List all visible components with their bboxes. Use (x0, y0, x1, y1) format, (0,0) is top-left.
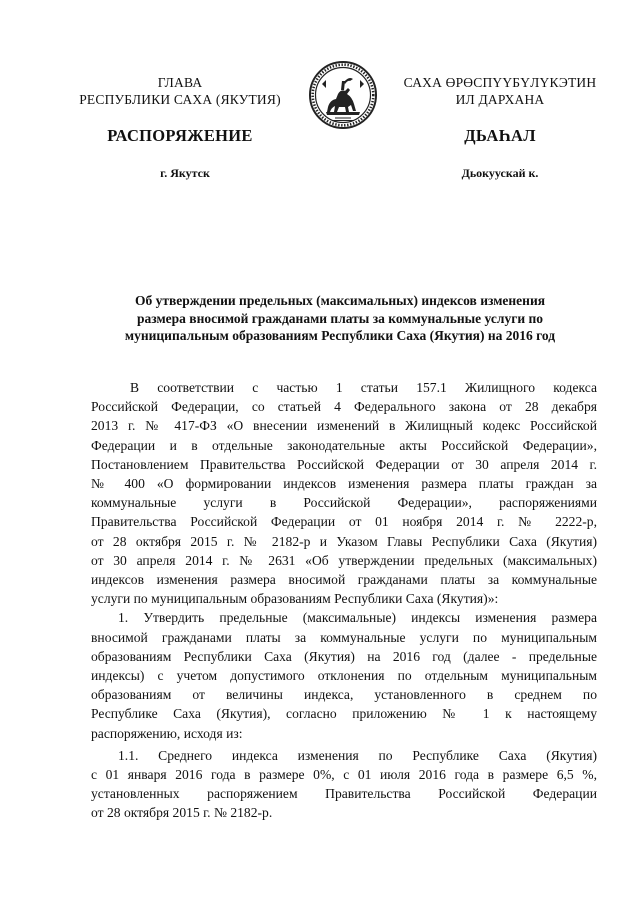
body-line: образованиям Республики Саха (Якутия) на 2016 год (далее - предельные (91, 648, 597, 664)
document-type-sakha: ДЬАҺАЛ (464, 126, 536, 145)
issuer-sakha-line2: ИЛ ДАРХАНА (455, 92, 545, 107)
body-line: индексов изменения размера вносимой гражданами платы за коммунальные (91, 572, 597, 588)
body-line: от 30 апреля 2014 г. № 2631 «Об утверждении предельных (максимальных) (91, 552, 597, 568)
clause-1-paragraph (91, 608, 597, 742)
body-line: от 28 октября 2015 г. № 2182-р и Указом Главы Республики Саха (Якутия) (91, 533, 597, 549)
body-line: № 400 «О формировании индексов изменения размера платы граждан за (91, 476, 597, 492)
body-line: Постановлением Правительства Российской Федерации от 30 апреля 2014 г. (91, 456, 597, 472)
issuer-sakha (395, 74, 605, 108)
issuer-russian (60, 74, 300, 108)
title-line: размера вносимой гражданами платы за коммунальные услуги по (136, 310, 544, 326)
title-line: муниципальным образованиям Республики Саха (Якутия) на 2016 год (124, 328, 556, 343)
clause-1-1-paragraph (91, 746, 597, 823)
document-type-russian: РАСПОРЯЖЕНИЕ (107, 126, 253, 145)
body-line: с 01 января 2016 года в размере 0%, с 01 июля 2016 года в размере 6,5 %, (91, 767, 597, 783)
body-line: установленных распоряжением Правительства Российской Федерации (91, 786, 597, 802)
document-body (91, 378, 597, 823)
title-line: Об утверждении предельных (максимальных) индексов изменения (134, 293, 546, 308)
preamble-paragraph (91, 378, 597, 608)
issuer-russian-line1: ГЛАВА (157, 75, 203, 90)
body-line: индексы) с учетом допустимого отклонения по отдельным муниципальным (91, 668, 597, 684)
city-russian: г. Якутск (160, 166, 210, 180)
body-line: В соответствии с частью 1 статьи 157.1 Жилищного кодекса (130, 380, 597, 395)
body-line: 1.1. Среднего индекса изменения по Республике Саха (Якутия) (118, 747, 597, 763)
body-line: Республике Саха (Якутия), согласно приложению № 1 к настоящему (91, 706, 597, 722)
city-sakha: Дьокуускай к. (461, 166, 539, 180)
issuer-sakha-line1: САХА ӨРӨСПҮҮБҮЛҮКЭТИН (403, 75, 597, 90)
body-line: коммунальные услуги в Российской Федерации», распоряжениями (91, 495, 597, 511)
coat-of-arms-icon (308, 60, 378, 130)
body-line: Федерации и в отдельные законодательные акты Российской Федерации», (91, 437, 597, 453)
body-line: Российской Федерации, со статьей 4 Федерального закона от 28 декабря (91, 399, 597, 415)
body-line: услуги по муниципальным образованиям Республики Саха (Якутия)»: (91, 591, 499, 607)
body-line: Правительства Российской Федерации от 01 ноября 2014 г. № 2222-р, (91, 514, 597, 530)
body-line: 1. Утвердить предельные (максимальные) индексы изменения размера (118, 610, 597, 626)
issuer-russian-line2: РЕСПУБЛИКИ САХА (ЯКУТИЯ) (79, 92, 281, 107)
body-line: вносимой гражданами платы за коммунальные услуги по муниципальным (91, 629, 597, 645)
body-line: образованиям от величины индекса, установленного в среднем по (91, 687, 597, 703)
body-line: 2013 г. № 417-ФЗ «О внесении изменений в Жилищный кодекс Российской (91, 418, 597, 434)
body-line: от 28 октября 2015 г. № 2182-р. (91, 805, 273, 821)
body-line: распоряжению, исходя из: (91, 725, 243, 741)
document-title (90, 292, 590, 345)
